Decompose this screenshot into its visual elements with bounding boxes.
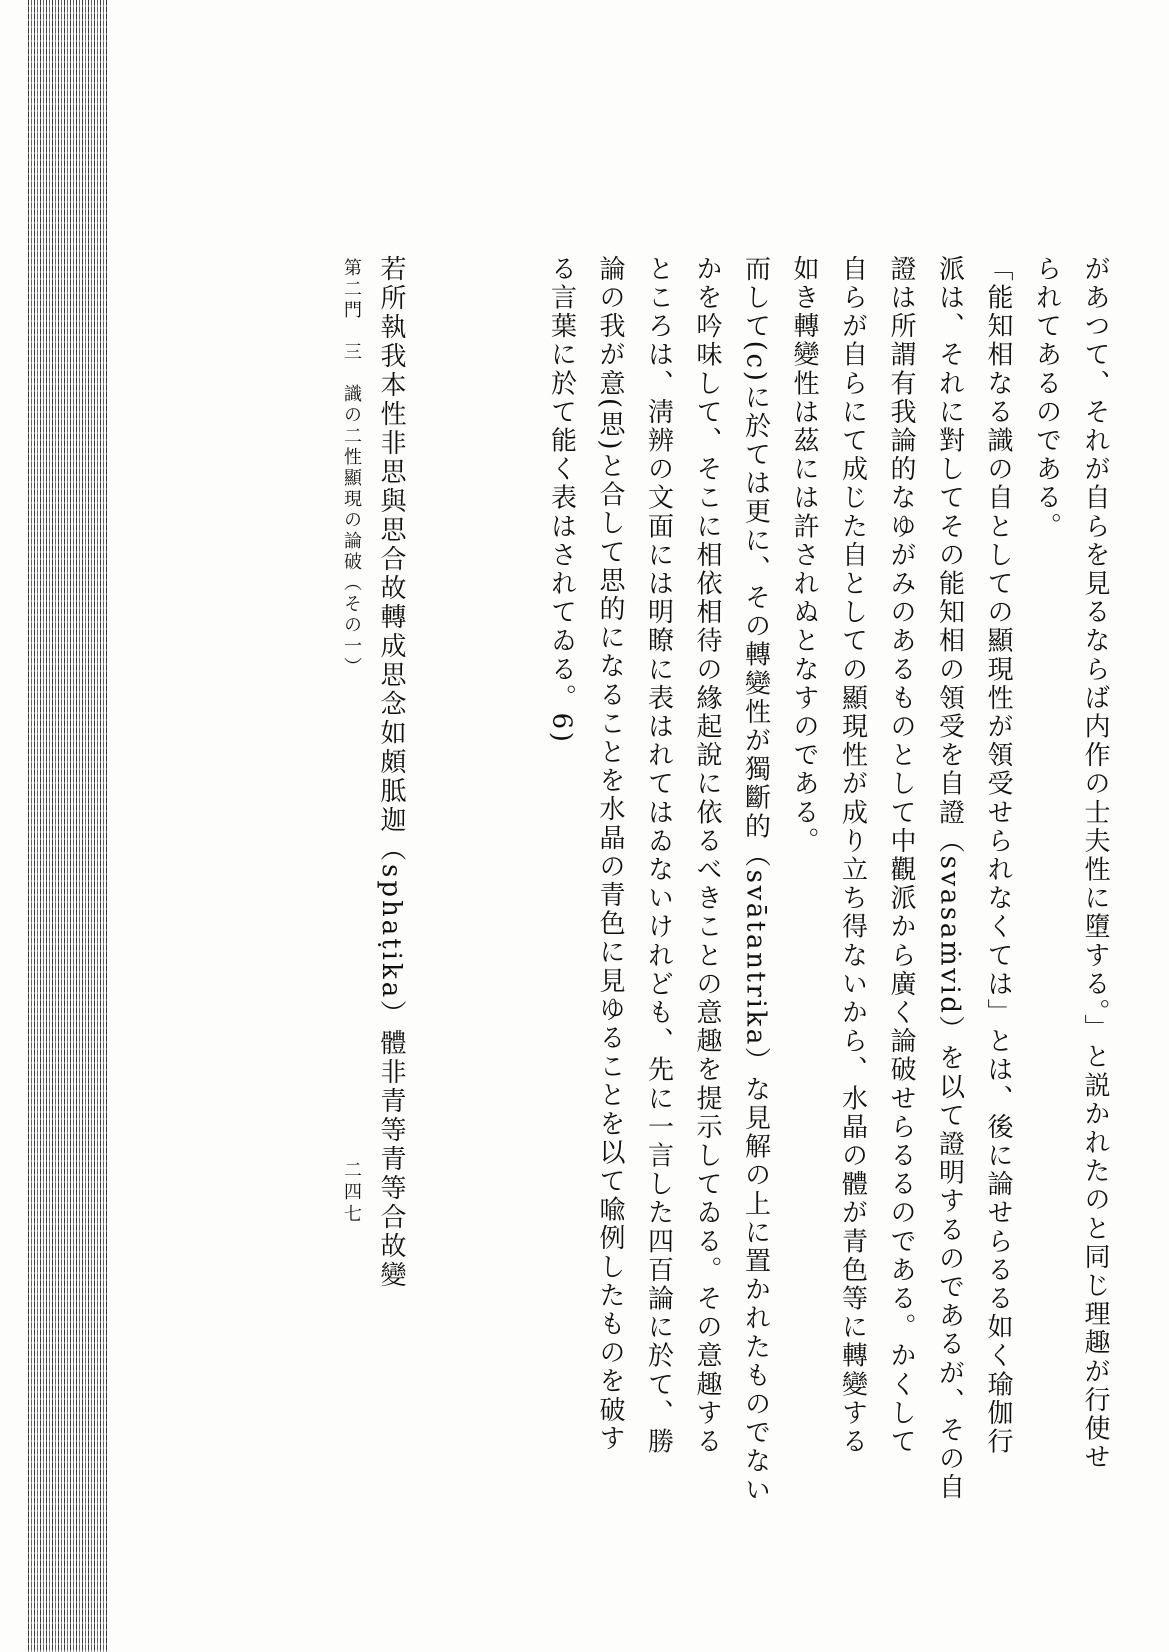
text-line: ところは、淸辨の文面には明瞭に表はれてはゐないけれども、先に一言した四百論に於て、勝 — [643, 255, 674, 1457]
text-line: 「能知相なる識の自としての顯現性が領受せられなくては」とは、後に論せらるる如く瑜伽行 — [983, 255, 1013, 1457]
text-line: 論の我が意(思)と合して思的になることを水晶の青色に見ゆることを以て喩例したものを破す — [595, 255, 625, 1454]
text-line: る言葉に於て能く表はされてゐる。6) — [546, 255, 577, 745]
classical-quote: 若所執我本性非思與思合故轉成思念如頗胝迦（sphaṭika）體非青等青等合故變 — [376, 255, 406, 1291]
text-line: かを吟味して、そこに相依相待の緣起說に依るべきことの意趣を提示してゐる。その意趣する — [692, 255, 722, 1457]
text-line: があつて、それが自らを見るならば内作の士夫性に墮する。」と説かれたのと同じ理趣が行使せ — [1080, 255, 1110, 1472]
text-line: られてあるのである。 — [1031, 255, 1062, 541]
text-line: 證は所謂有我論的なゆがみのあるものとして中觀派から廣く論破せらるるのである。かくして — [886, 255, 916, 1457]
text-line: 而して(c)に於ては更に、その轉變性が獨斷的（svātantrika）な見解の上に置かれたものでない — [740, 255, 771, 1505]
text-line: 如き轉變性は茲には許されぬとなすのである。 — [789, 255, 819, 856]
binding-edge — [28, 0, 108, 1652]
text-line: 派は、それに對してその能知相の領受を自證（svasaṁvid）を以て證明するのであるが、その自 — [934, 255, 965, 1502]
body-text — [537, 255, 1119, 1515]
running-header: 第二門 三 識の二性顯現の論破（その一） — [341, 258, 362, 678]
page-number: 二四七 — [341, 1160, 362, 1226]
text-line: 自らが自らにて成じた自としての顯現性が成り立ち得ないから、水晶の體が青色等に轉變する — [837, 255, 868, 1457]
